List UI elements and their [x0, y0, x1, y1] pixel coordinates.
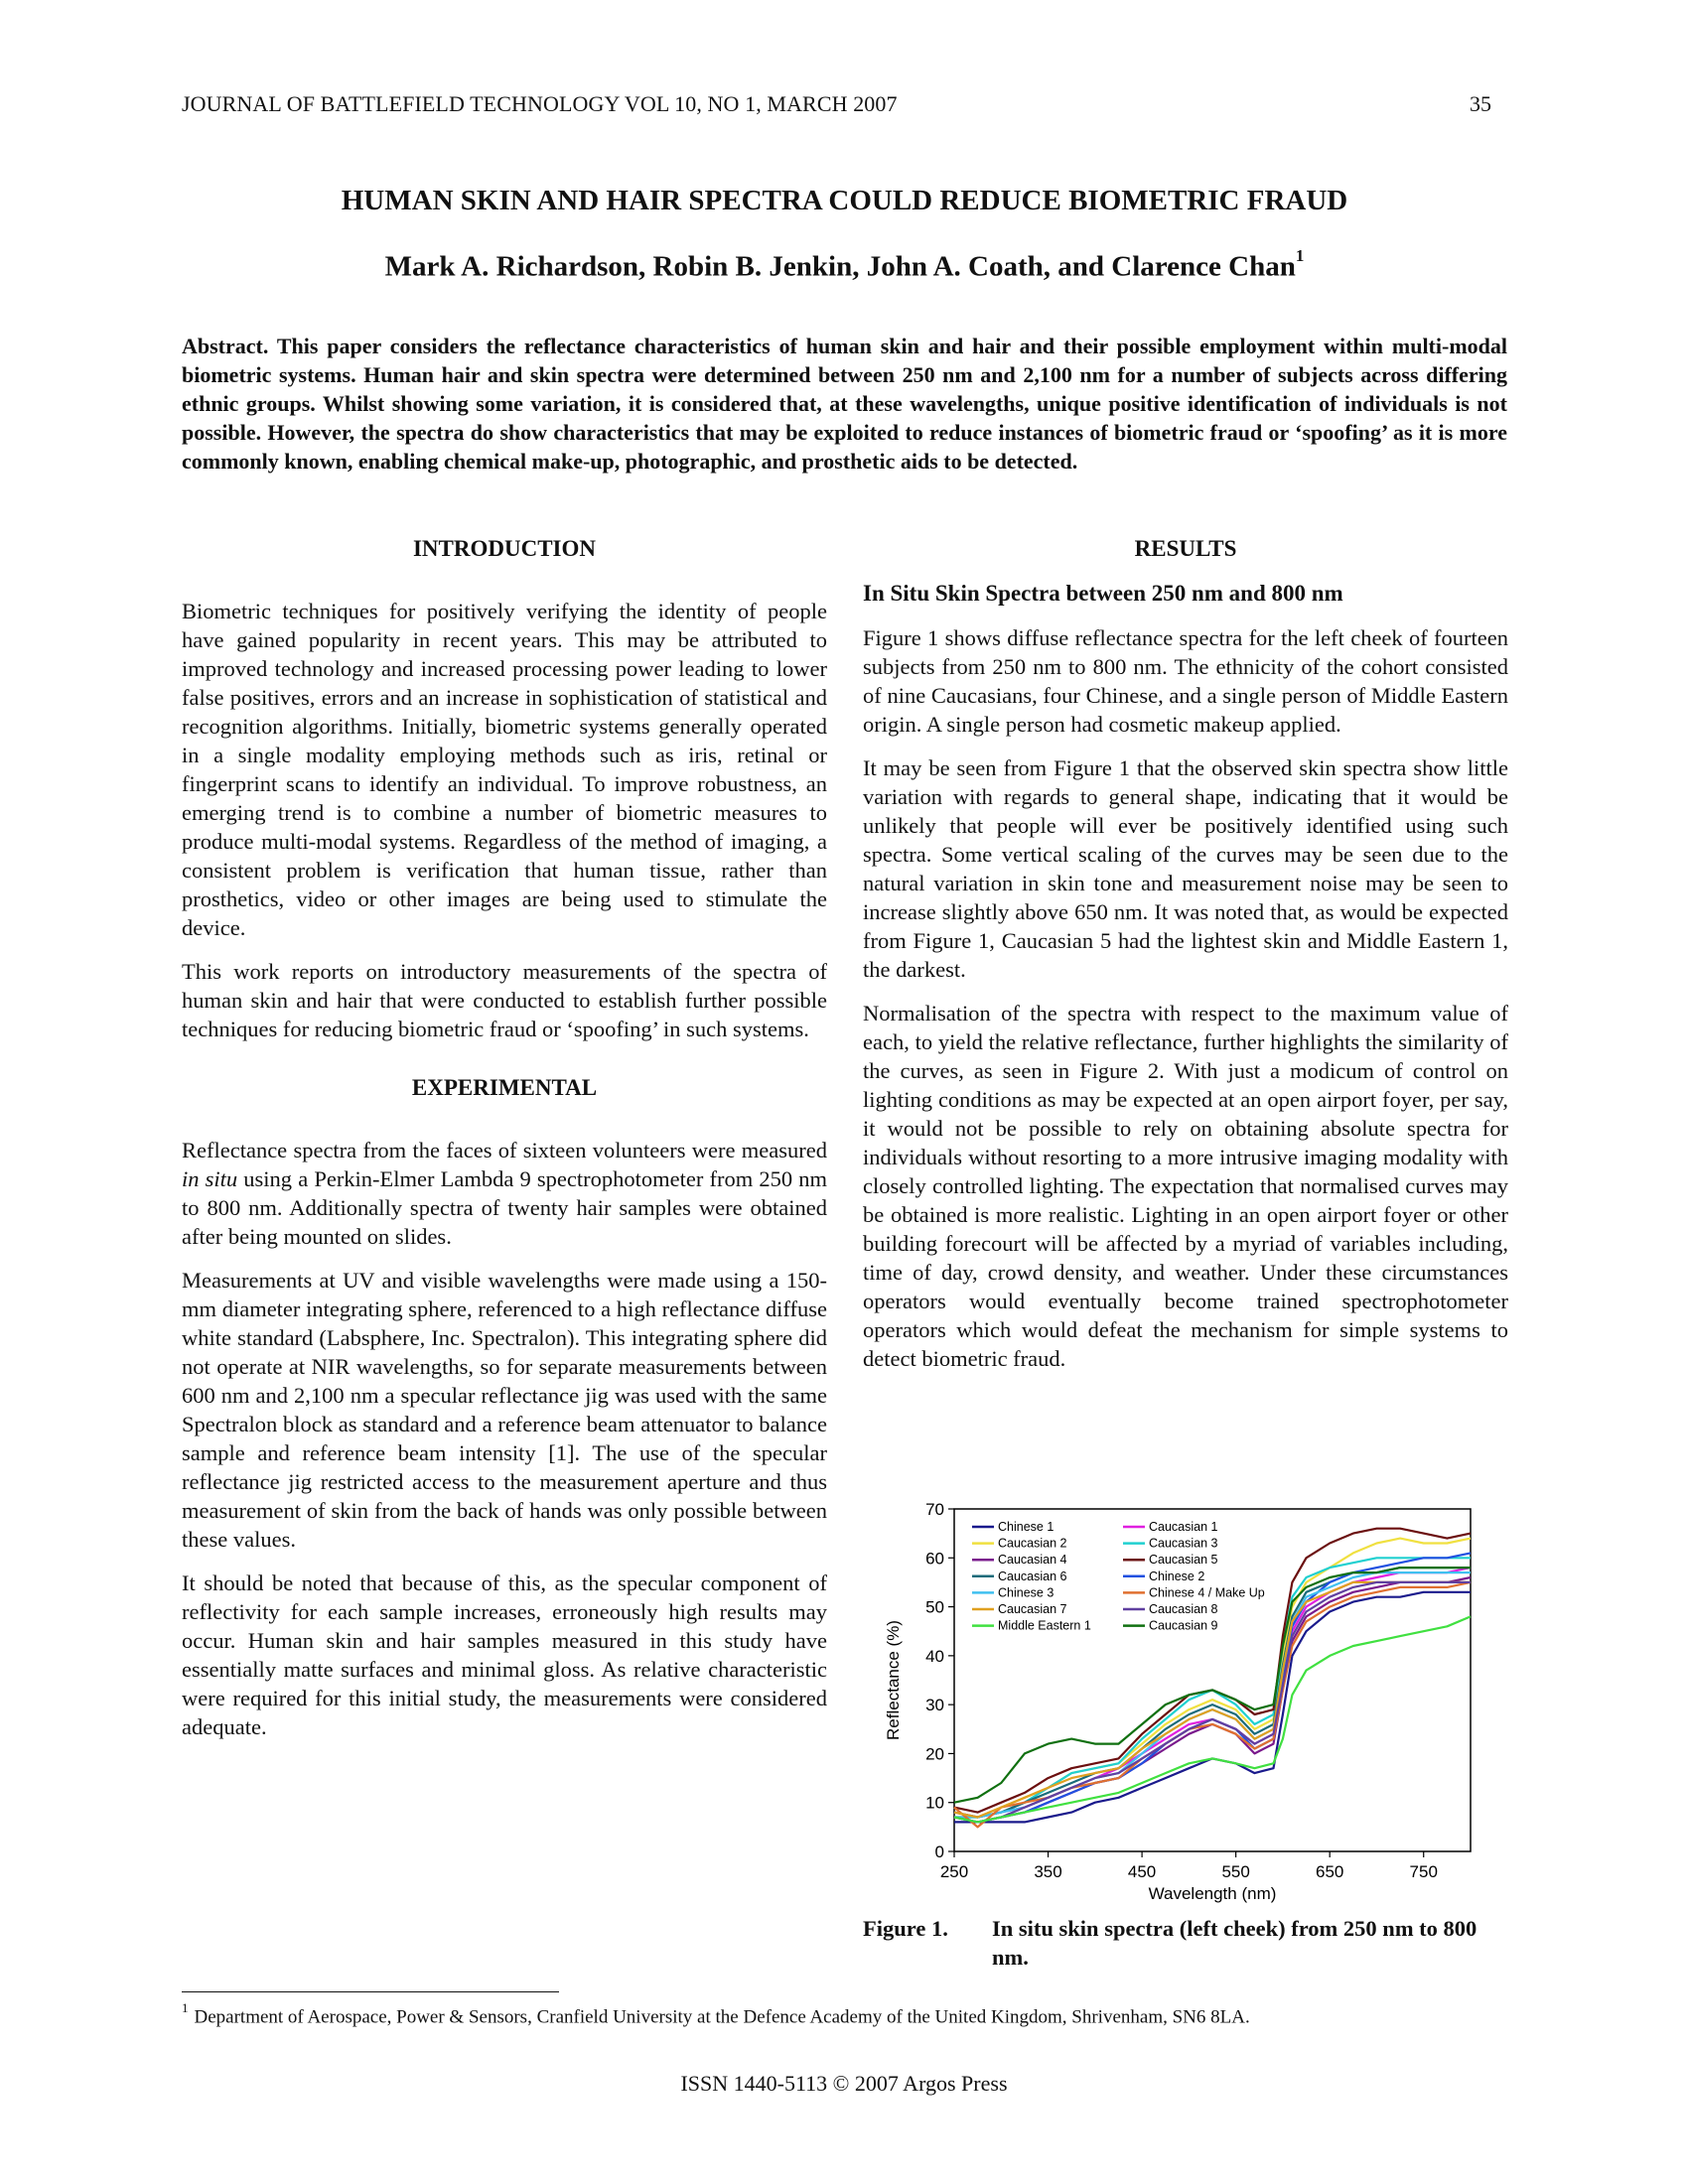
x-tick-label: 450 — [1127, 1862, 1157, 1881]
author-footnote-mark: 1 — [1295, 246, 1305, 265]
results-paragraph-3: Normalisation of the spectra with respect to the maximum value of each, to yield the relative reflectance, further highlights the similarity of the curves, as seen in Figure 2. With just a modicum of control on lighting conditions as may be expected at an open airport foyer, per say, it would not be possible to rely on obtaining absolute spectra for individuals without resorting to a more intrusive imaging modality with closely controlled lighting. The expectation that normalised curves may be obtained is more realistic. Lighting in an open airport foyer or other building forecourt will be affected by a myriad of variables including, time of day, crowd density, and weather. Under these circumstances operators would eventually become trained spectrophotometer operators which would defeat the mechanism for simple systems to detect biometric fraud. — [863, 1001, 1508, 1371]
intro-paragraph-1: Biometric techniques for positively verifying the identity of people have gained popularity in recent years. This may be attributed to improved technology and increased processing power leading to lower false positives, errors and an increase in sophistication of statistical and recognition algorithms. Initially, biometric systems generally operated in a single modality employing methods such as iris, retinal or fingerprint scans to identify an individual. To improve robustness, an emerging trend is to combine a number of biometric measures to produce multi-modal systems. Regardless of the method of imaging, a consistent problem is verification that human tissue, rather than prosthetics, video or other images are being used to stimulate the device. — [182, 599, 827, 940]
legend-entry: Caucasian 6 — [998, 1569, 1067, 1583]
results-subheading: In Situ Skin Spectra between 250 nm and 800 nm — [863, 581, 1343, 606]
journal-header: JOURNAL OF BATTLEFIELD TECHNOLOGY VOL 10, NO 1, MARCH 2007 — [182, 91, 898, 116]
experimental-paragraph-1 — [182, 1136, 827, 1251]
exp-p1-italic: in situ — [182, 1166, 238, 1191]
footnote — [182, 2000, 1250, 2028]
introduction-heading: INTRODUCTION — [412, 536, 597, 561]
legend-entry: Caucasian 1 — [1149, 1520, 1218, 1534]
page-footer: ISSN 1440-5113 © 2007 Argos Press — [680, 2071, 1008, 2096]
footnote-rule — [182, 1991, 559, 1992]
legend-entry: Caucasian 8 — [1149, 1602, 1218, 1616]
exp-p1-part-a: Reflectance spectra from the faces of sixteen volunteers were measured — [182, 1138, 827, 1162]
x-tick-label: 650 — [1315, 1862, 1344, 1881]
y-tick-label: 40 — [925, 1646, 944, 1666]
figure-caption-text: In situ skin spectra (left cheek) from 250 nm to 800 nm. — [992, 1916, 1477, 1970]
results-paragraph-2: It may be seen from Figure 1 that the observed skin spectra show little variation with regards to general shape, indicating that it would be unlikely that people will ever be positively identified using such spectra. Some vertical scaling of the curves may be seen due to the natural variation in skin tone and measurement noise may be seen to increase slightly above 650 nm. It was noted that, as would be expected from Figure 1, Caucasian 5 had the lightest skin and Middle Eastern 1, the darkest. — [863, 755, 1508, 982]
legend-entry: Caucasian 9 — [1149, 1618, 1218, 1633]
experimental-heading: EXPERIMENTAL — [411, 1075, 598, 1100]
experimental-paragraph-3: It should be noted that because of this, as the specular component of reflectivity for each sample increases, erroneously high results may occur. Human skin and hair samples measured in this study have essentially matte surfaces and minimal gloss. As relative characteristic were required for this initial study, the measurements were considered adequate. — [182, 1570, 827, 1739]
exp-p1-part-b: using a Perkin-Elmer Lambda 9 spectrophotometer from 250 nm to 800 nm. Additionally spectra of twenty hair samples were obtained after being mounted on slides. — [182, 1166, 827, 1249]
y-tick-label: 10 — [925, 1793, 944, 1813]
y-axis-label: Reflectance (%) — [884, 1620, 903, 1740]
experimental-paragraph-2: Measurements at UV and visible wavelengths were made using a 150-mm diameter integrating sphere, referenced to a high reflectance diffuse white standard (Labsphere, Inc. Spectralon). This integrating sphere did not operate at NIR wavelengths, so for separate measurements between 600 nm and 2,100 nm a specular reflectance jig was used with the same Spectralon block as standard and a reference beam attenuator to balance sample and reference beam intensity [1]. The use of the specular reflectance jig restricted access to the measurement aperture and thus measurement of skin from the back of hands was only possible between these values. — [182, 1268, 827, 1552]
legend-entry: Chinese 1 — [998, 1520, 1055, 1534]
legend-entry: Caucasian 7 — [998, 1602, 1067, 1616]
x-tick-label: 350 — [1034, 1862, 1062, 1881]
abstract: Abstract. This paper considers the reflectance characteristics of human skin and hair and their possible employment within multi-modal biometric systems. Human hair and skin spectra were determined between 250 nm and 2,100 nm for a number of subjects across differing ethnic groups. Whilst showing some variation, it is considered that, at these wavelengths, unique positive identification of individuals is not possible. However, the spectra do show characteristics that may be exploited to reduce instances of biometric fraud or ‘spoofing’ as it is more commonly known, enabling chemical make-up, photographic, and prosthetic aids to be detected. — [182, 334, 1507, 474]
figure-caption — [863, 1914, 1508, 1972]
x-tick-label: 750 — [1409, 1862, 1438, 1881]
paper-title: HUMAN SKIN AND HAIR SPECTRA COULD REDUCE BIOMETRIC FRAUD — [341, 185, 1348, 216]
legend-entry: Chinese 4 / Make Up — [1149, 1585, 1265, 1600]
footnote-number: 1 — [182, 2000, 189, 2015]
x-tick-label: 550 — [1221, 1862, 1250, 1881]
legend-entry: Caucasian 4 — [998, 1553, 1067, 1568]
y-tick-label: 50 — [925, 1597, 944, 1617]
reflectance-chart — [869, 1499, 1504, 1906]
y-tick-label: 0 — [934, 1843, 944, 1861]
x-axis-label: Wavelength (nm) — [1148, 1884, 1277, 1903]
results-paragraph-1: Figure 1 shows diffuse reflectance spectra for the left cheek of fourteen subjects from 250 nm to 800 nm. The ethnicity of the cohort consisted of nine Caucasians, four Chinese, and a single person of Middle Eastern origin. A single person had cosmetic makeup applied. — [863, 625, 1508, 737]
legend-entry: Chinese 3 — [998, 1585, 1055, 1600]
legend-entry: Caucasian 3 — [1149, 1536, 1218, 1551]
intro-paragraph-2: This work reports on introductory measurements of the spectra of human skin and hair that were conducted to establish further possible techniques for reducing biometric fraud or ‘spoofing’ in such systems. — [182, 959, 827, 1041]
figure-label: Figure 1. — [863, 1916, 948, 1941]
authors-text: Mark A. Richardson, Robin B. Jenkin, John A. Coath, and Clarence Chan — [384, 250, 1296, 283]
y-tick-label: 20 — [925, 1744, 944, 1764]
right-column — [863, 534, 1508, 1388]
legend-entry: Chinese 2 — [1149, 1569, 1205, 1583]
y-tick-label: 70 — [925, 1500, 944, 1519]
y-tick-label: 60 — [925, 1549, 944, 1569]
left-column — [182, 534, 827, 1756]
x-tick-label: 250 — [939, 1862, 969, 1881]
results-heading: RESULTS — [1134, 536, 1237, 561]
legend-entry: Caucasian 5 — [1149, 1553, 1218, 1568]
paper-authors — [182, 246, 1507, 284]
legend-entry: Caucasian 2 — [998, 1536, 1067, 1551]
footnote-text: Department of Aerospace, Power & Sensors, Cranfield University at the Defence Academy of the United Kingdom, Shrivenham, SN6 8LA. — [194, 2006, 1250, 2028]
legend-entry: Middle Eastern 1 — [998, 1618, 1091, 1633]
page-number: 35 — [1470, 91, 1491, 116]
y-tick-label: 30 — [925, 1696, 944, 1715]
